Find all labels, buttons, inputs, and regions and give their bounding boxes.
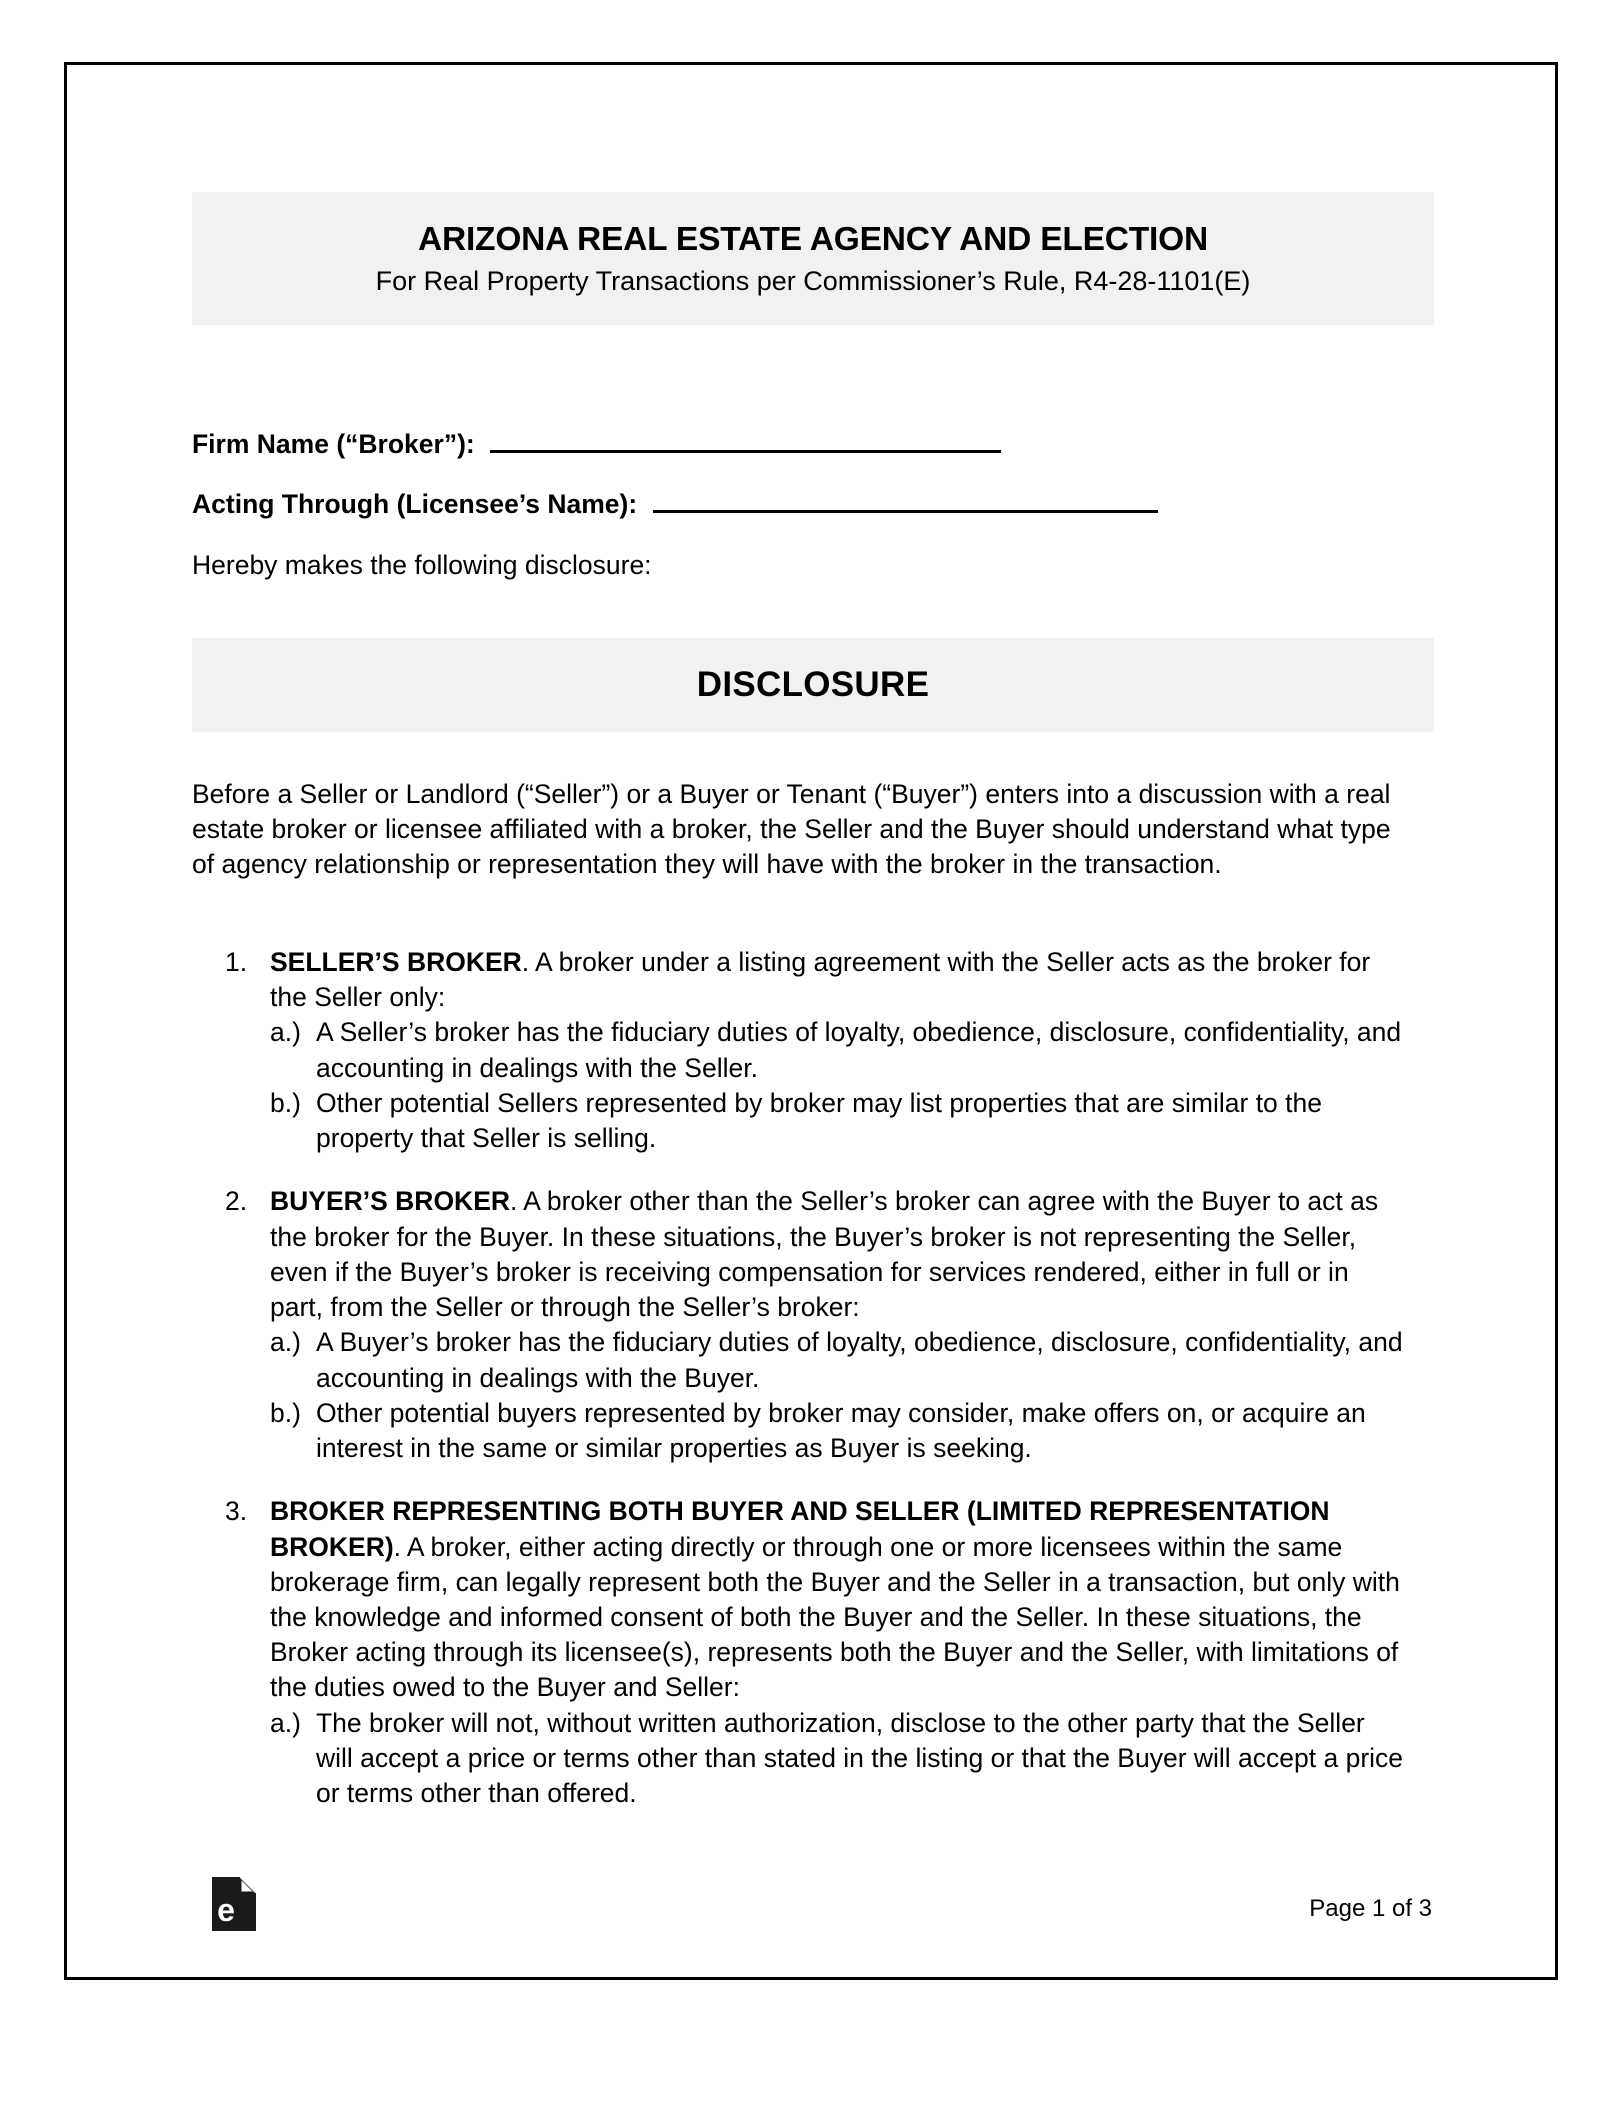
list-item-number: 3. (225, 1496, 248, 1527)
list-item-body (270, 1184, 1407, 1466)
sub-list-item (270, 1325, 1407, 1395)
list-item (192, 945, 1407, 1156)
eforms-document-icon (212, 1877, 256, 1931)
list-item-number: 1. (225, 947, 248, 977)
intro-line: Hereby makes the following disclosure: (192, 550, 652, 580)
list-item-heading: BUYER’S BROKER (270, 1186, 511, 1217)
sub-list-item-text: Other potential buyers represented by broker may consider, make offers on, or acquire an interest in the same or similar properties as Buyer is seeking. (316, 1397, 1366, 1464)
sub-list (270, 1706, 1407, 1812)
page-number: Page 1 of 3 (1309, 1895, 1432, 1922)
svg-text:e: e (217, 1892, 235, 1928)
disclosure-heading: DISCLOSURE (696, 665, 930, 704)
sub-list-item (270, 1086, 1407, 1156)
sub-list-item-marker: b.) (270, 1087, 301, 1118)
list-item-heading: SELLER’S BROKER (270, 947, 522, 977)
sub-list-item-marker: a.) (270, 1327, 301, 1358)
acting-through-field-row (192, 489, 1434, 521)
sub-list-item-text: Other potential Sellers represented by broker may list properties that are similar to the property that Seller is selling. (316, 1087, 1322, 1154)
sub-list-item (270, 1396, 1407, 1466)
list-item-number: 2. (225, 1186, 248, 1217)
document-title-banner (192, 192, 1434, 325)
sub-list-item-marker: a.) (270, 1707, 301, 1738)
list-item-text: . A broker under a listing agreement with the Seller acts as the broker for the Seller only: (270, 947, 1371, 1013)
firm-name-field-row (192, 429, 1434, 461)
page-footer (192, 1869, 1434, 1933)
page-subtitle: For Real Property Transactions per Commissioner’s Rule, R4-28-1101(E) (375, 265, 1251, 296)
list-item-text: . A broker other than the Seller’s broker can agree with the Buyer to act as the broker for the Buyer. In these situations, the Buyer’s broker is not representing the Seller, even if the Buyer’s broker is receiving compensation for services rendered, either in full or in part, from the Seller or through the Seller’s broker: (270, 1186, 1379, 1323)
sub-list (270, 1015, 1407, 1156)
list-item-body (270, 945, 1407, 1156)
list-item (192, 1494, 1407, 1811)
acting-through-label: Acting Through (Licensee’s Name): (192, 489, 638, 519)
disclosure-body-paragraph: Before a Seller or Landlord (“Seller”) or a Buyer or Tenant (“Buyer”) enters into a discussion with a real estate broker or licensee affiliated with a broker, the Seller and the Buyer should understand what type of agency relationship or representation they will have with the broker in the transaction. (192, 779, 1391, 880)
firm-name-input[interactable] (490, 430, 1001, 453)
firm-name-label: Firm Name (“Broker”): (192, 429, 475, 459)
sub-list-item-text: A Seller’s broker has the fiduciary duties of loyalty, obedience, disclosure, confidentiality, and accounting in dealings with the Seller. (316, 1017, 1402, 1083)
sub-list-item-text: A Buyer’s broker has the fiduciary duties of loyalty, obedience, disclosure, confidentiality, and accounting in dealings with the Buyer. (316, 1327, 1403, 1393)
list-item (192, 1184, 1407, 1466)
sub-list-item-text: The broker will not, without written authorization, disclose to the other party that the Seller will accept a price or terms other than stated in the listing or that the Buyer will accept a price or terms other than offered. (316, 1707, 1404, 1809)
list-item-heading: BROKER REPRESENTING BOTH BUYER AND SELLER (LIMITED REPRESENTATION BROKER) (270, 1496, 1330, 1562)
sub-list-item (270, 1015, 1407, 1085)
acting-through-input[interactable] (653, 490, 1158, 513)
list-item-text: . A broker, either acting directly or through one or more licensees within the same brokerage firm, can legally represent both the Buyer and the Seller in a transaction, but only with the knowledge and informed consent of both the Buyer and the Seller. In these situations, the Broker acting through its licensee(s), represents both the Buyer and the Seller, with limitations of the duties owed to the Buyer and Seller: (270, 1531, 1400, 1703)
sub-list-item (270, 1706, 1407, 1812)
sub-list-item-marker: a.) (270, 1017, 301, 1048)
document-page (64, 62, 1558, 1980)
disclosure-section-banner (192, 638, 1434, 732)
sub-list-item-marker: b.) (270, 1397, 301, 1428)
sub-list (270, 1325, 1407, 1466)
list-item-body (270, 1494, 1407, 1811)
agency-types-list (192, 945, 1407, 1811)
page-title: ARIZONA REAL ESTATE AGENCY AND ELECTION (417, 221, 1209, 258)
